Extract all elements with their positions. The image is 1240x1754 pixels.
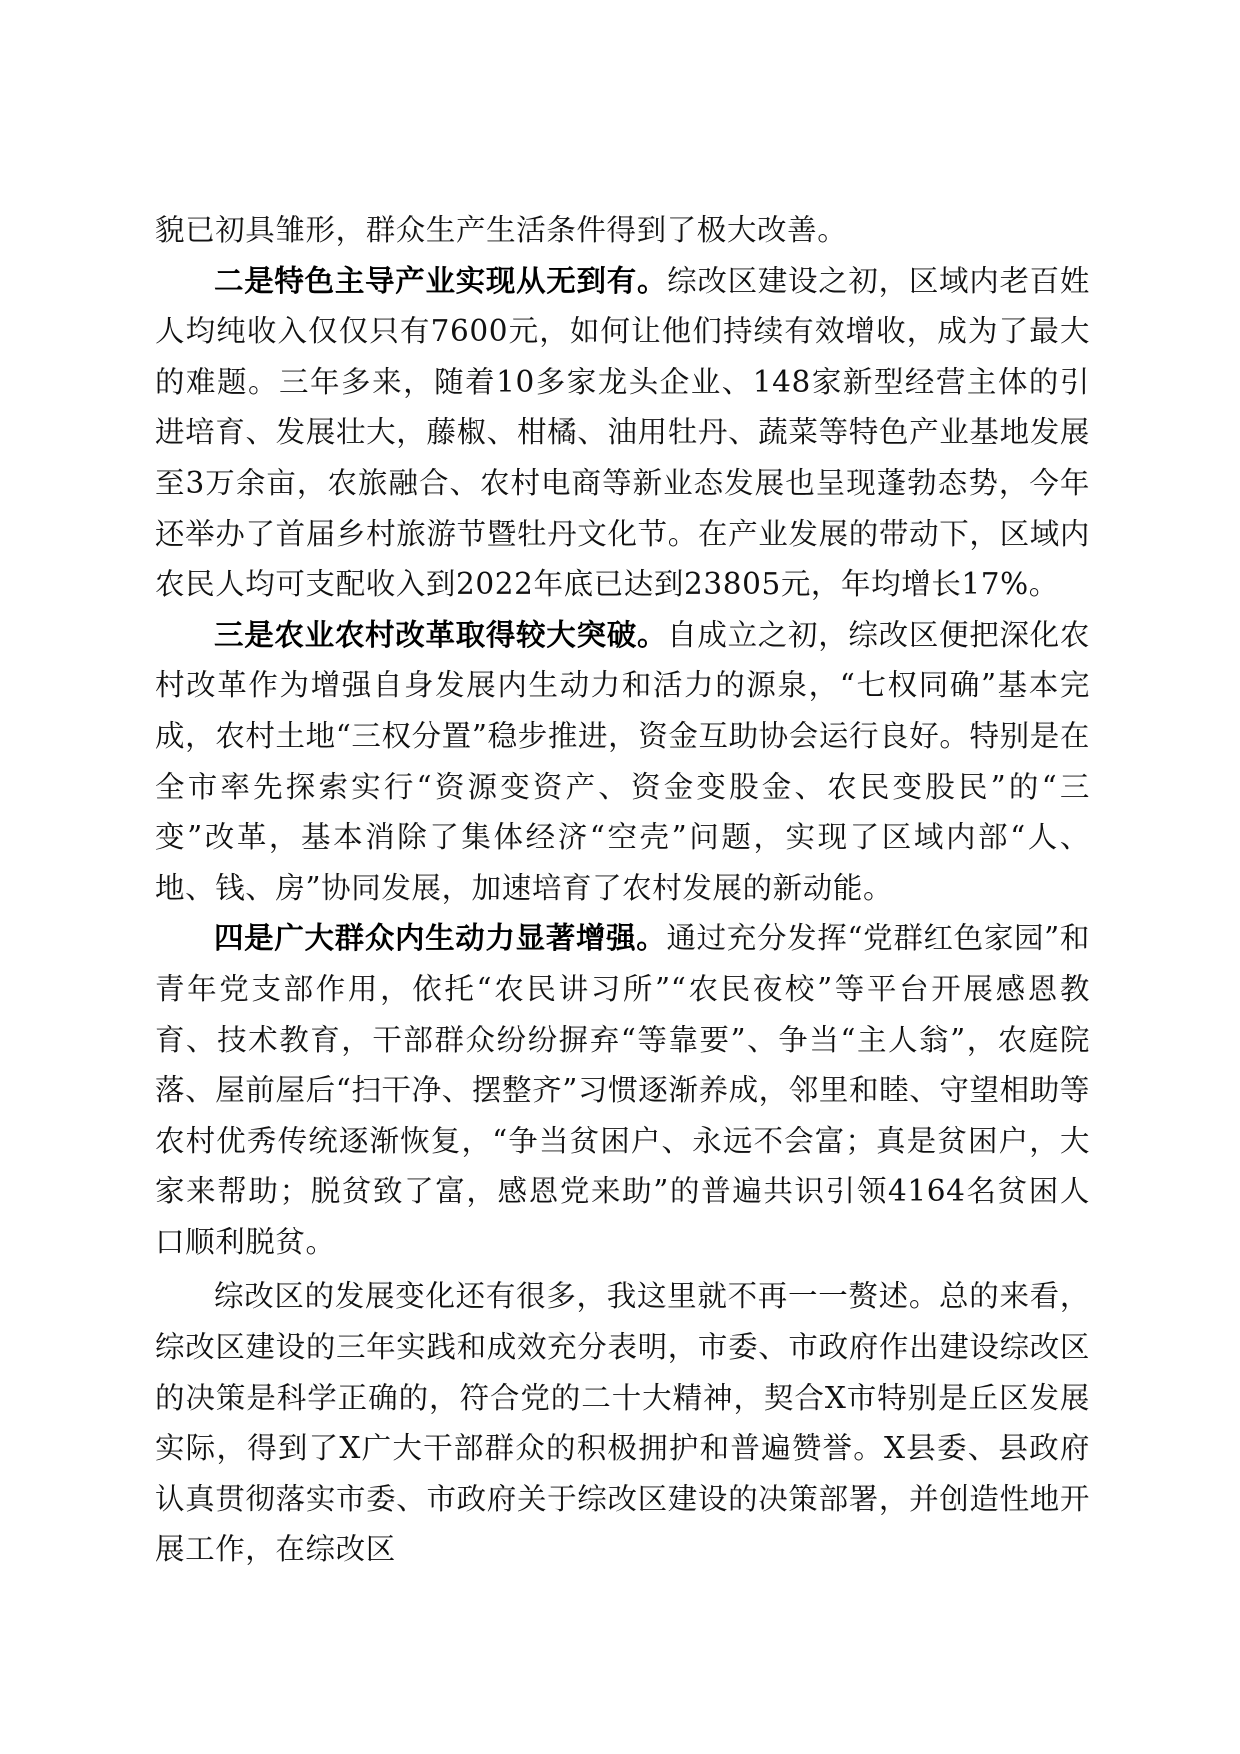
paragraph-continuation xyxy=(155,205,1090,256)
paragraph-motivation xyxy=(155,913,1090,1267)
paragraph-lead-heading: 四是广大群众内生动力显著增强。 xyxy=(214,921,667,956)
paragraph-summary xyxy=(155,1271,1090,1575)
document-body xyxy=(155,205,1090,1575)
paragraph-text: 综改区建设之初，区域内老百姓人均纯收入仅仅只有7600元，如何让他们持续有效增收，成为了最大的难题。三年多来，随着10多家龙头企业、148家新型经营主体的引进培育、发展壮大，藤椒、柑橘、油用牡丹、蔬菜等特色产业基地发展至3万余亩，农旅融合、农村电商等新业态发展也呈现蓬勃态势，今年还举办了首届乡村旅游节暨牡丹文化节。在产业发展的带动下，区域内农民人均可支配收入到2022年底已达到23805元，年均增长17%。 xyxy=(155,263,1090,602)
paragraph-lead-heading: 三是农业农村改革取得较大突破。 xyxy=(214,617,668,652)
paragraph-text: 通过充分发挥“党群红色家园”和青年党支部作用，依托“农民讲习所”“农民夜校”等平台开展感恩教育、技术教育，干部群众纷纷摒弃“等靠要”、争当“主人翁”，农庭院落、屋前屋后“扫干净、摆整齐”习惯逐渐养成，邻里和睦、守望相助等农村优秀传统逐渐恢复，“争当贫困户、永远不会富；真是贫困户，大家来帮助；脱贫致了富，感恩党来助”的普遍共识引领4164名贫困人口顺利脱贫。 xyxy=(155,921,1090,1259)
paragraph-industry xyxy=(155,256,1090,610)
paragraph-lead-heading: 二是特色主导产业实现从无到有。 xyxy=(214,263,668,298)
paragraph-text: 貌已初具雏形，群众生产生活条件得到了极大改善。 xyxy=(155,213,848,247)
paragraph-text: 自成立之初，综改区便把深化农村改革作为增强自身发展内生动力和活力的源泉，“七权同确”基本完成，农村土地“三权分置”稳步推进，资金互助协会运行良好。特别是在全市率先探索实行“资源变资产、资金变股金、农民变股民”的“三变”改革，基本消除了集体经济“空壳”问题，实现了区域内部“人、地、钱、房”协同发展，加速培育了农村发展的新动能。 xyxy=(155,617,1090,905)
paragraph-text: 综改区的发展变化还有很多，我这里就不再一一赘述。总的来看，综改区建设的三年实践和成效充分表明，市委、市政府作出建设综改区的决策是科学正确的，符合党的二十大精神，契合X市特别是丘区发展实际，得到了X广大干部群众的积极拥护和普遍赞誉。X县委、县政府认真贯彻落实市委、市政府关于综改区建设的决策部署，并创造性地开展工作，在综改区 xyxy=(155,1279,1090,1567)
paragraph-reform xyxy=(155,610,1090,914)
